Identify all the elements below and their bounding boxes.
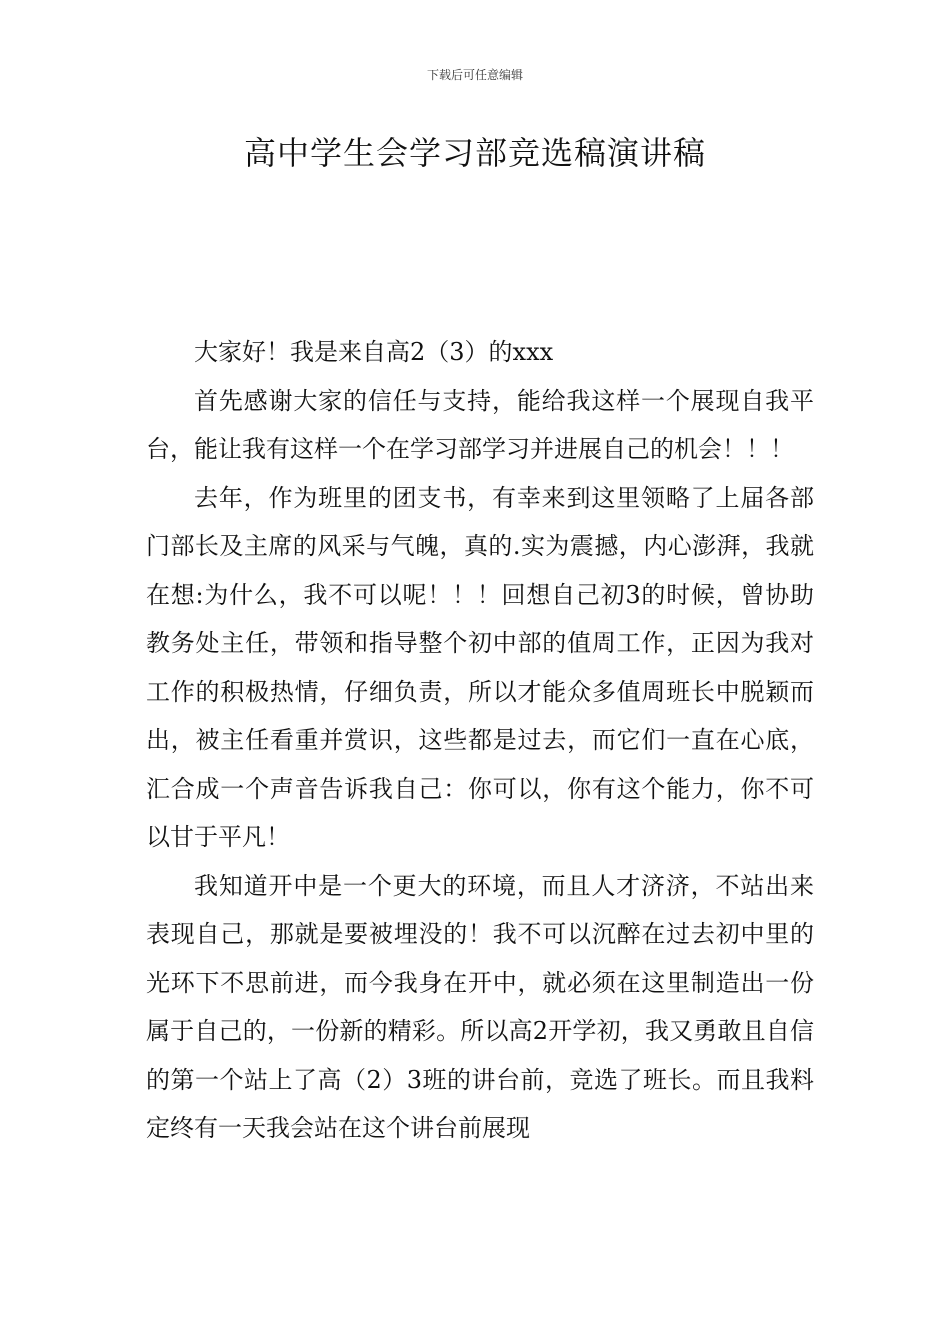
paragraph-greeting: 大家好！我是来自高2（3）的xxx [194,338,554,366]
document-title: 高中学生会学习部竞选稿演讲稿 [243,134,706,172]
paragraph-last-year: 去年，作为班里的团支书，有幸来到这里领略了上届各部门部长及主席的风采与气魄，真的.实为震撼，内心澎湃，我就在想:为什么，我不可以呢！！！回想自己初3的时候，曾协助教务处主任，带领和指导整个初中部的值周工作，正因为我对工作的积极热情，仔细负责，所以才能众多值周班长中脱颖而出，被主任看重并赏识，这些都是过去，而它们一直在心底，汇合成一个声音告诉我自己：你可以，你有这个能力，你不可以甘于平凡！ [146,483,814,851]
header-note: 下载后可任意编辑 [426,68,523,82]
paragraph-new-environment: 我知道开中是一个更大的环境，而且人才济济，不站出来表现自己，那就是要被埋没的！我不可以沉醉在过去初中里的光环下不思前进，而今我身在开中，就必须在这里制造出一份属于自己的，一份新的精彩。所以高2开学初，我又勇敢且自信的第一个站上了高（2）3班的讲台前，竞选了班长。而且我料定终有一天我会站在这个讲台前展现 [146,871,814,1142]
paragraph-thanks: 首先感谢大家的信任与支持，能给我这样一个展现自我平台，能让我有这样一个在学习部学习并进展自己的机会！！！ [146,386,814,463]
speech-body [146,328,814,1153]
